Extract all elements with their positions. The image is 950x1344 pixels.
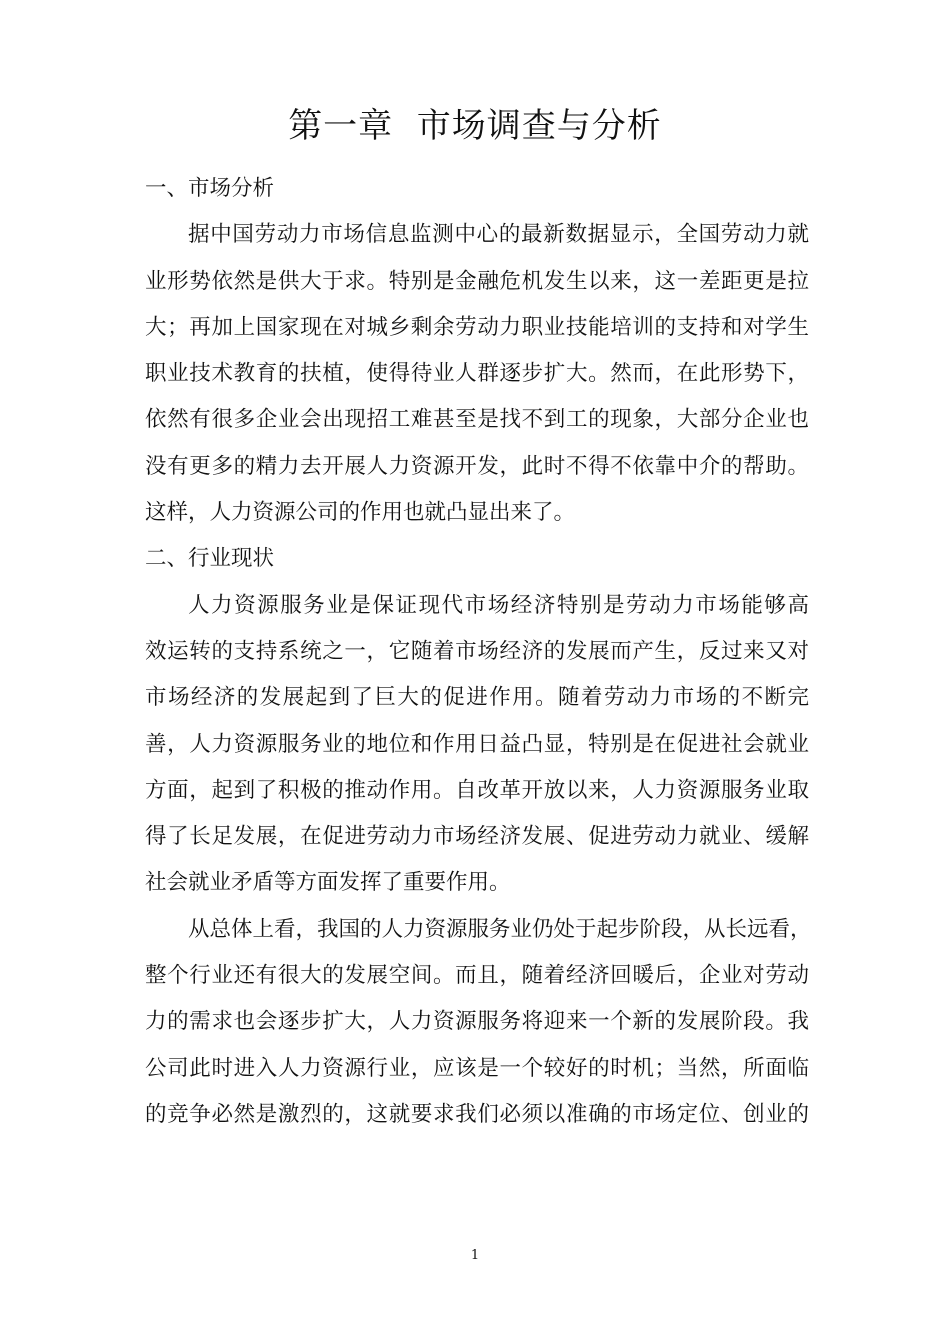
text-line: 业形势依然是供大于求。特别是金融危机发生以来，这一差距更是拉 — [145, 268, 809, 294]
page-number: 1 — [470, 1248, 480, 1263]
text-line: 依然有很多企业会出现招工难甚至是找不到工的现象，大部分企业也 — [145, 407, 809, 433]
text-line: 的竞争必然是激烈的，这就要求我们必须以准确的市场定位、创业的 — [145, 1101, 809, 1127]
text-line: 没有更多的精力去开展人力资源开发，此时不得不依靠中介的帮助。 — [145, 453, 809, 479]
text-line: 据中国劳动力市场信息监测中心的最新数据显示，全国劳动力就 — [188, 222, 809, 248]
text-line: 得了长足发展，在促进劳动力市场经济发展、促进劳动力就业、缓解 — [145, 824, 809, 850]
text-line: 这样，人力资源公司的作用也就凸显出来了。 — [145, 500, 576, 526]
paragraph-market-analysis — [145, 212, 809, 536]
text-line: 公司此时进入人力资源行业，应该是一个较好的时机；当然，所面临 — [145, 1055, 809, 1081]
section-heading-industry-status: 二、行业现状 — [145, 546, 275, 572]
text-line: 从总体上看，我国的人力资源服务业仍处于起步阶段，从长远看， — [188, 916, 812, 942]
section-heading-market-analysis: 一、市场分析 — [145, 176, 275, 201]
text-line: 社会就业矛盾等方面发挥了重要作用。 — [145, 870, 511, 896]
text-line: 职业技术教育的扶植，使得待业人群逐步扩大。然而，在此形势下， — [145, 361, 809, 387]
text-line: 人力资源服务业是保证现代市场经济特别是劳动力市场能够高 — [188, 592, 809, 618]
chapter-title: 第一章 市场调查与分析 — [288, 106, 662, 146]
text-line: 整个行业还有很大的发展空间。而且，随着经济回暖后，企业对劳动 — [145, 963, 809, 989]
text-line: 方面，起到了积极的推动作用。自改革开放以来，人力资源服务业取 — [145, 777, 809, 803]
text-line: 善，人力资源服务业的地位和作用日益凸显，特别是在促进社会就业 — [145, 731, 809, 757]
text-line: 大；再加上国家现在对城乡剩余劳动力职业技能培训的支持和对学生 — [145, 314, 809, 340]
text-line: 效运转的支持系统之一，它随着市场经济的发展而产生，反过来又对 — [145, 638, 809, 664]
text-line: 力的需求也会逐步扩大，人力资源服务将迎来一个新的发展阶段。我 — [145, 1009, 809, 1035]
document-body — [145, 166, 812, 1138]
text-line: 市场经济的发展起到了巨大的促进作用。随着劳动力市场的不断完 — [145, 685, 809, 711]
paragraph-industry-status-1 — [145, 583, 809, 907]
paragraph-industry-status-2 — [145, 907, 812, 1138]
